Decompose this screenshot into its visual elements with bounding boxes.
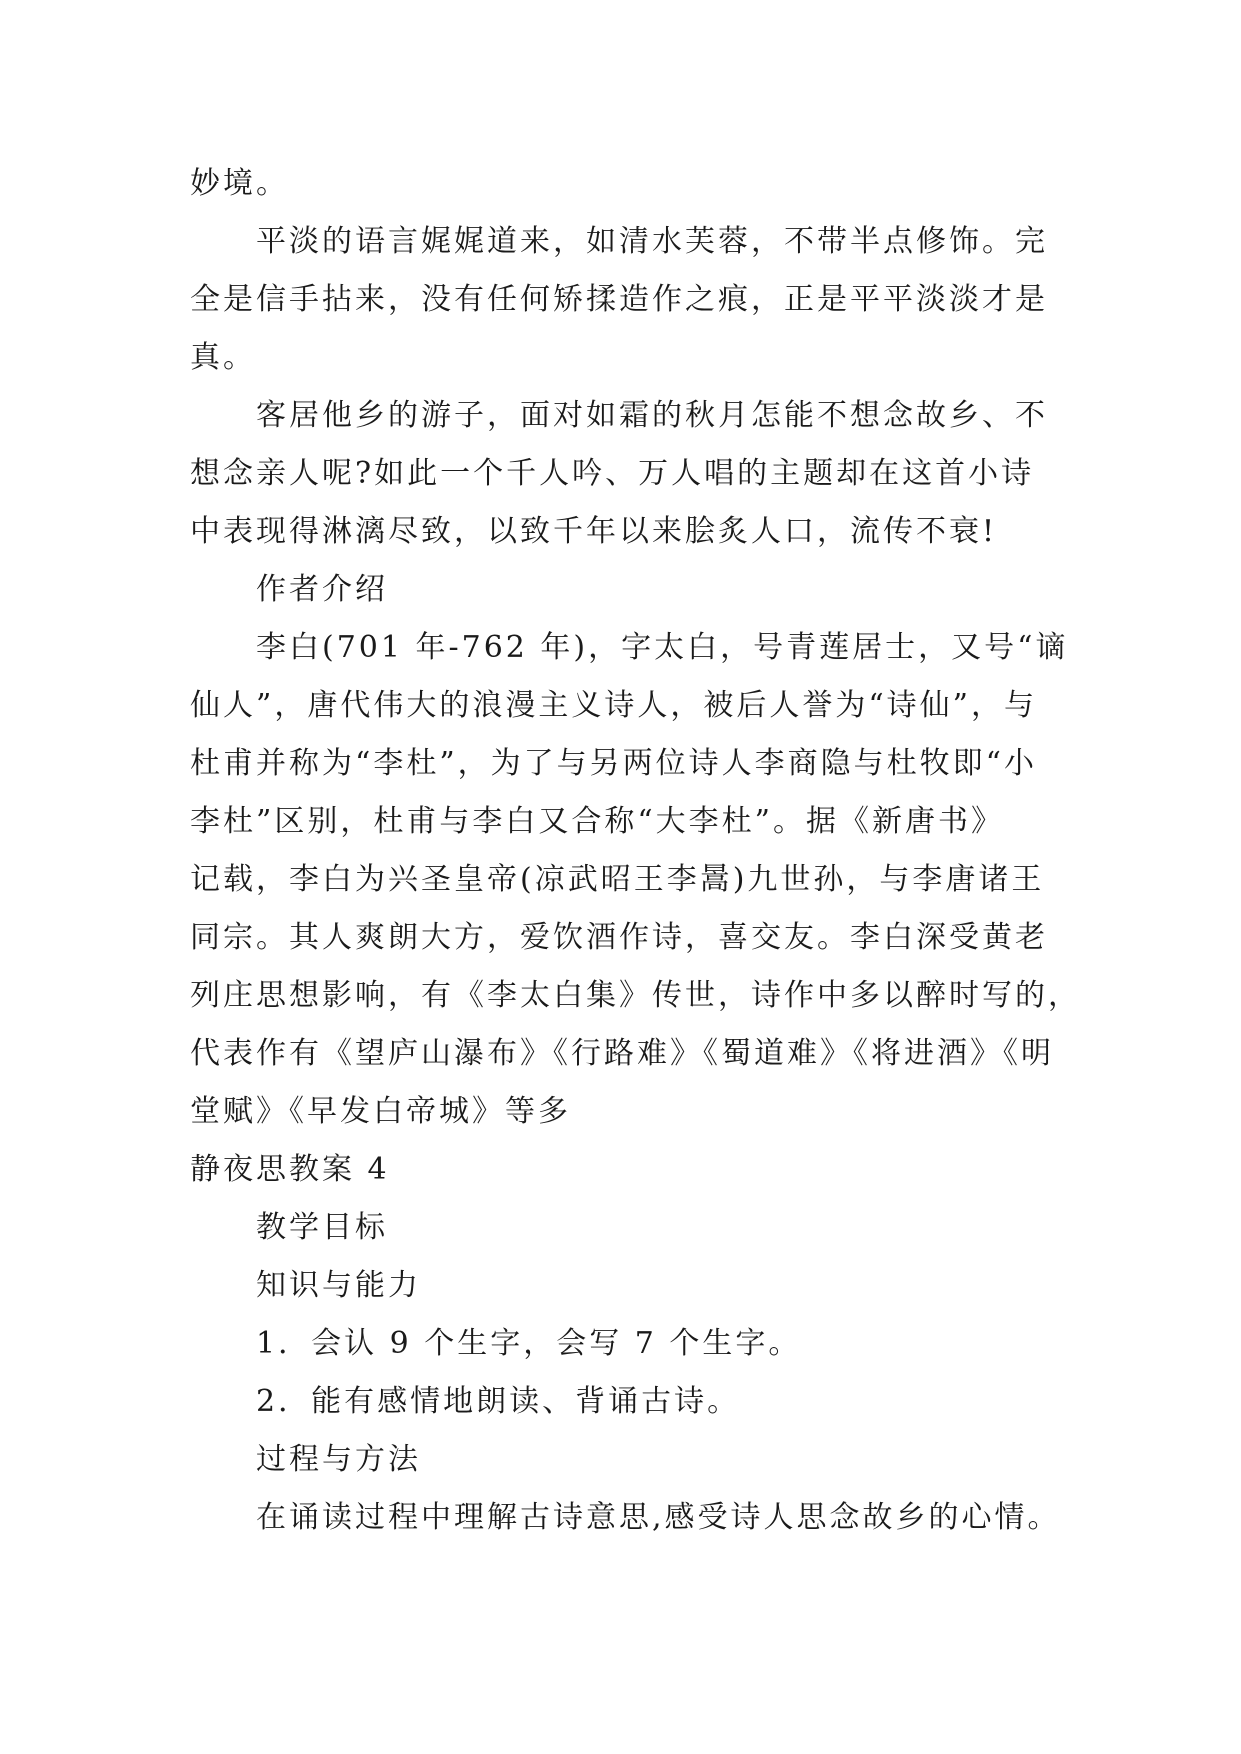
knowledge-heading: 知识与能力 [256,1268,421,1303]
text-line: 堂赋》《早发白帝城》等多 [190,1094,571,1129]
text-line: 李杜”区别，杜甫与李白又合称“大李杜”。据《新唐书》 [190,804,1005,839]
text-line: 记载，李白为兴圣皇帝(凉武昭王李暠)九世孙，与李唐诸王 [190,862,1045,897]
knowledge-item: 1．会认 9 个生字，会写 7 个生字。 [256,1326,802,1361]
plain-language-paragraph [190,213,1070,387]
author-heading: 作者介绍 [256,572,388,607]
text-line: 仙人”，唐代伟大的浪漫主义诗人，被后人誉为“诗仙”，与 [190,688,1038,723]
text-line: 列庄思想影响，有《李太白集》传世，诗作中多以醉时写的， [190,978,1081,1013]
knowledge-item: 2．能有感情地朗读、背诵古诗。 [256,1384,741,1419]
text-line: 李白(701 年-762 年)，字太白，号青莲居士，又号“谪 [256,630,1069,665]
homesick-paragraph [190,387,1070,561]
text-line: 客居他乡的游子，面对如霜的秋月怎能不想念故乡、不 [256,398,1048,433]
text-line: 代表作有《望庐山瀑布》《行路难》《蜀道难》《将进酒》《明 [190,1036,1054,1071]
text-line: 妙境。 [190,166,289,201]
text-line: 真。 [190,340,256,375]
text-line: 全是信手拈来，没有任何矫揉造作之痕，正是平平淡淡才是 [190,282,1048,317]
text-line: 同宗。其人爽朗大方，爱饮酒作诗，喜交友。李白深受黄老 [190,920,1048,955]
process-heading: 过程与方法 [256,1442,421,1477]
author-bio-paragraph [190,619,1081,1141]
document-body [190,155,1081,1547]
text-line: 想念亲人呢?如此一个千人吟、万人唱的主题却在这首小诗 [190,456,1035,491]
text-line: 平淡的语言娓娓道来，如清水芙蓉，不带半点修饰。完 [256,224,1048,259]
process-text: 在诵读过程中理解古诗意思,感受诗人思念故乡的心情。 [256,1500,1061,1535]
section-title: 静夜思教案 4 [190,1152,390,1187]
text-line: 杜甫并称为“李杜”，为了与另两位诗人李商隐与杜牧即“小 [190,746,1038,781]
objectives-heading: 教学目标 [256,1210,388,1245]
text-line: 中表现得淋漓尽致，以致千年以来脍炙人口，流传不衰! [190,514,998,549]
continuation-paragraph [190,155,1070,213]
